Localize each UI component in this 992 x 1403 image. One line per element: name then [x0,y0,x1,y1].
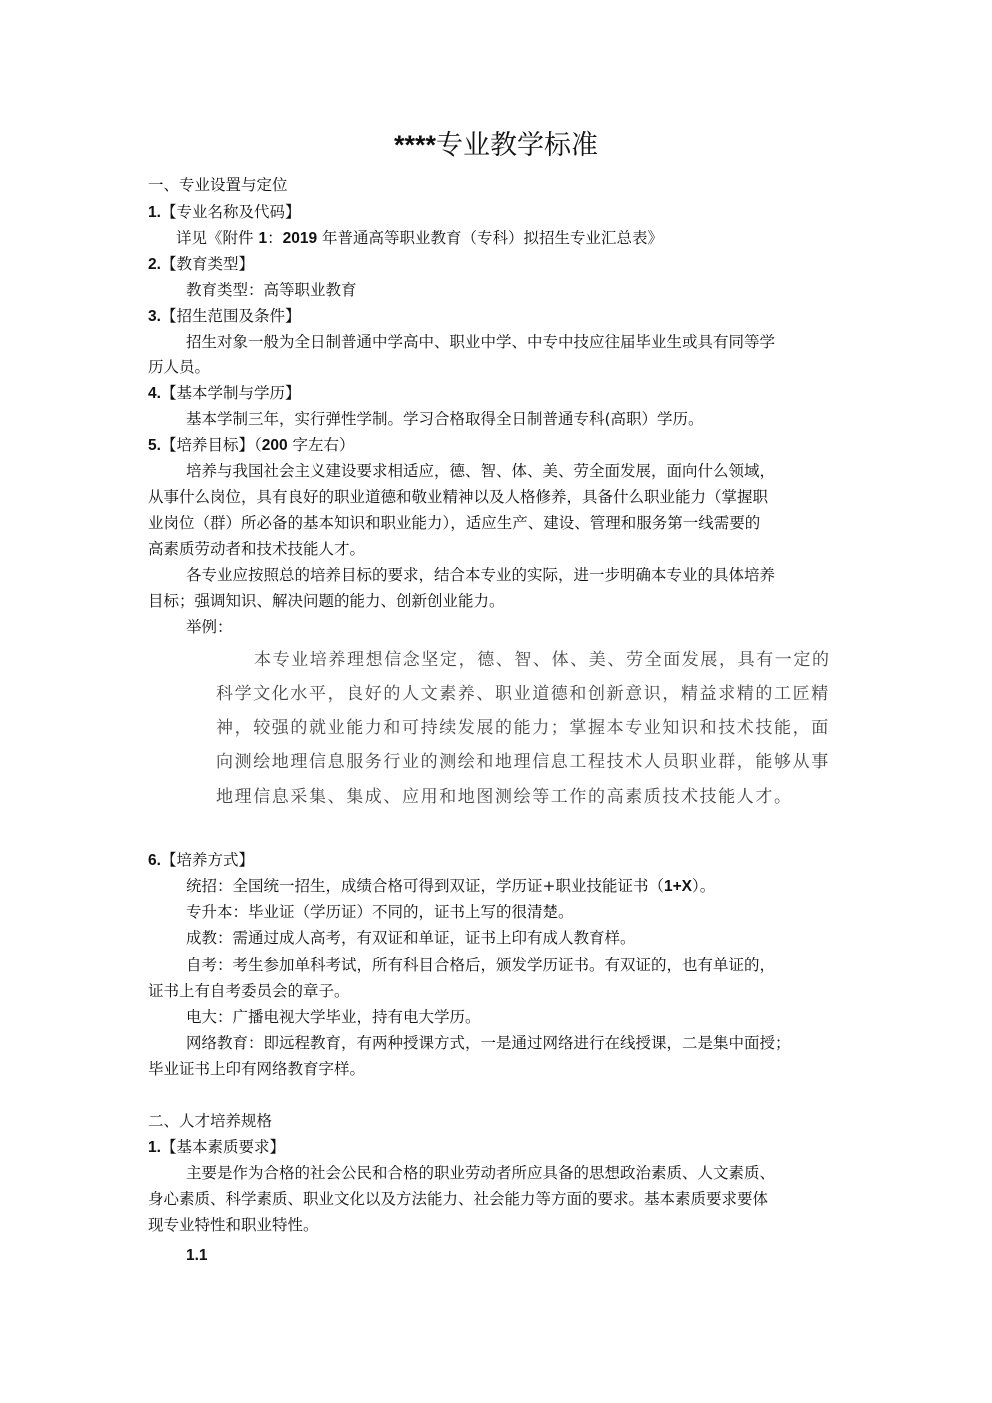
item6-line-3: 成教：需通过成人高考，有双证和单证，证书上印有成人教育样。 [186,929,636,947]
item2-label: 【教育类型】 [160,255,254,273]
item1-text-e: 年普通高等职业教育（专科）拟招生专业汇总表》 [317,229,663,247]
item6-line-5: 证书上有自考委员会的章子。 [148,982,350,1000]
item6-heading [148,848,254,873]
item6-line-8: 毕业证书上印有网络教育字样。 [148,1060,366,1078]
item5-para2-line-1: 各专业应按照总的培养目标的要求，结合本专业的实际，进一步明确本专业的具体培养 [186,566,776,584]
example-line-1: 本专业培养理想信念坚定，德、智、体、美、劳全面发展，具有一定的 [254,650,831,670]
item1-text-d: 2019 [282,230,318,247]
item5-label: 【培养目标】 [160,436,254,454]
item2-heading [148,252,254,277]
item1-label: 【专业名称及代码】 [160,203,301,221]
item5-note-text: 字左右） [287,436,355,454]
item5-para1-line-2: 从事什么岗位，具有良好的职业道德和敬业精神以及人格修养，具备什么职业能力（掌握职 [148,488,769,506]
title-stars: **** [393,130,437,160]
example-line-4: 向测绘地理信息服务行业的测绘和地理信息工程技术人员职业群，能够从事 [216,752,830,772]
item6-label: 【培养方式】 [160,851,254,869]
item4-label: 【基本学制与学历】 [160,384,301,402]
item6-line-2: 专升本：毕业证（学历证）不同的，证书上写的很清楚。 [186,903,574,921]
example-line-2: 科学文化水平，良好的人文素养、职业道德和创新意识，精益求精的工匠精 [216,684,830,704]
example-line-5: 地理信息采集、集成、应用和地图测绘等工作的高素质技术技能人才。 [216,787,793,807]
item4-text: 基本学制三年，实行弹性学制。学习合格取得全日制普通专科(高职）学历。 [186,410,704,428]
s2-para-line-3: 现专业特性和职业特性。 [148,1216,319,1234]
item1-text-b: 1 [258,230,268,247]
s2-subsection-number: 1.1 [186,1247,208,1264]
item6-line-7: 网络教育：即远程教育，有两种授课方式，一是通过网络进行在线授课，二是集中面授； [186,1034,791,1052]
section1-heading: 一、专业设置与定位 [148,176,288,194]
section2-heading: 二、人才培养规格 [148,1112,273,1130]
item6-number: 6. [148,852,161,869]
item4-heading [148,381,300,406]
s2-item1-number: 1. [148,1139,161,1156]
item2-number: 2. [148,256,161,273]
item1-text-a: 详见《附件 [176,229,259,247]
item6-line-4: 自考：考生参加单科考试，所有科目合格后，颁发学历证书。有双证的，也有单证的， [186,956,776,974]
item4-number: 4. [148,385,161,402]
item5-para1-line-1: 培养与我国社会主义建设要求相适应，德、智、体、美、劳全面发展，面向什么领域， [186,462,776,480]
item3-number: 3. [148,308,161,325]
item5-number: 5. [148,437,161,454]
s2-para-line-2: 身心素质、科学素质、职业文化以及方法能力、社会能力等方面的要求。基本素质要求要体 [148,1190,769,1208]
item5-para1-line-3: 业岗位（群）所必备的基本知识和职业能力），适应生产、建设、管理和服务第一线需要的 [148,514,761,532]
title-text: 专业教学标准 [436,130,599,161]
document-title [0,127,992,164]
item1-number: 1. [148,204,161,221]
item6-line-1 [186,874,715,899]
item3-line-2: 历人员。 [148,358,211,376]
item5-para1-line-4: 高素质劳动者和技术技能人才。 [148,540,366,558]
item6-line1-c: ）。 [692,877,716,895]
item5-heading [148,433,355,458]
item5-note-open: （ [253,436,262,454]
item6-line-6: 电大：广播电视大学毕业，持有电大学历。 [186,1008,481,1026]
item5-note-num: 200 [261,437,288,454]
s2-para-line-1: 主要是作为合格的社会公民和合格的职业劳动者所应具备的思想政治素质、人文素质、 [186,1164,776,1182]
item3-heading [148,304,300,329]
item2-text: 教育类型：高等职业教育 [186,281,357,299]
item3-line-1: 招生对象一般为全日制普通中学高中、职业中学、中专中技应往届毕业生或具有同等学 [186,333,776,351]
item1-text-c: ： [267,229,283,247]
item6-line1-b: 1+X [664,878,693,895]
item3-label: 【招生范围及条件】 [160,307,301,325]
item1-heading [148,200,300,225]
s2-item1-label: 【基本素质要求】 [160,1138,285,1156]
item6-line1-a: 统招：全国统一招生，成绩合格可得到双证，学历证+职业技能证书（ [186,877,664,895]
example-label: 举例： [186,618,233,636]
example-line-3: 神，较强的就业能力和可持续发展的能力；掌握本专业知识和技术技能，面 [216,718,830,738]
item5-para2-line-2: 目标；强调知识、解决问题的能力、创新创业能力。 [148,592,505,610]
item1-text [176,226,663,251]
s2-item1-heading [148,1135,285,1160]
